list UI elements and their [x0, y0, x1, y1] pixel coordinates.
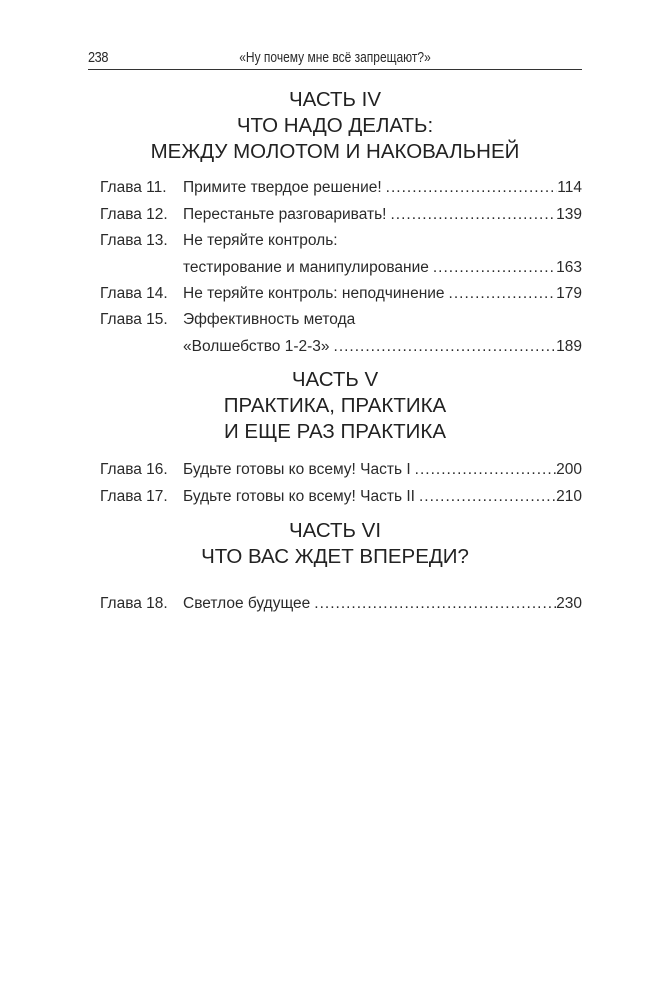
- page-ref: 200: [556, 461, 582, 478]
- part-heading-line: ЧАСТЬ IV: [288, 88, 382, 111]
- chapter-title: Не теряйте контроль: неподчинение: [183, 285, 445, 302]
- chapter-label: Глава 12.: [100, 206, 168, 223]
- toc-entry-chapter-18[interactable]: [100, 591, 582, 618]
- chapter-label: Глава 15.: [100, 311, 168, 328]
- part-heading-line: МЕЖДУ МОЛОТОМ И НАКОВАЛЬНЕЙ: [150, 140, 520, 163]
- dot-leader: [310, 591, 556, 618]
- dot-leader: [415, 484, 556, 511]
- chapter-label: Глава 18.: [100, 595, 168, 612]
- page-ref: 114: [557, 179, 582, 196]
- chapter-title: Примите твердое решение!: [183, 179, 382, 196]
- chapter-title: Не теряйте контроль:: [183, 232, 338, 249]
- page-ref: 210: [556, 488, 582, 505]
- part-heading-line: ЧАСТЬ V: [291, 368, 379, 391]
- chapter-title: Эффективность метода: [183, 311, 356, 328]
- chapter-title: Будьте готовы ко всему! Часть II: [183, 488, 415, 505]
- toc-entry-chapter-15[interactable]: [100, 307, 582, 360]
- part-heading-line: ПРАКТИКА, ПРАКТИКА: [223, 394, 447, 417]
- chapter-title: Светлое будущее: [183, 595, 311, 612]
- page-ref: 139: [556, 206, 582, 223]
- page-ref: 230: [556, 595, 582, 612]
- page-ref: 189: [556, 337, 582, 355]
- toc-entry-chapter-12[interactable]: [100, 202, 582, 229]
- dot-leader: [411, 457, 556, 484]
- part-heading-line: ЧАСТЬ VI: [288, 519, 382, 542]
- part-heading-line: ЧТО НАДО ДЕЛАТЬ:: [236, 114, 434, 137]
- toc-entry-chapter-16[interactable]: [100, 457, 582, 484]
- running-header: [88, 49, 582, 70]
- part-6-heading: [88, 518, 582, 570]
- page-ref: 179: [556, 285, 582, 302]
- chapter-label: Глава 13.: [100, 232, 168, 249]
- chapter-title-cont: тестирование и манипулирование: [183, 258, 429, 276]
- toc-entry-chapter-14[interactable]: [100, 281, 582, 308]
- page-ref: 163: [556, 258, 582, 276]
- dot-leader: [330, 334, 557, 361]
- dot-leader: [382, 175, 558, 202]
- chapter-label: Глава 14.: [100, 285, 168, 302]
- chapter-label: Глава 11.: [100, 179, 167, 196]
- book-title: «Ну почему мне всё запрещают?»: [239, 49, 431, 66]
- page-number: 238: [88, 49, 109, 66]
- toc-entry-chapter-11[interactable]: [100, 175, 582, 202]
- chapter-title: Будьте готовы ко всему! Часть I: [183, 461, 411, 478]
- part-heading-line: И ЕЩЕ РАЗ ПРАКТИКА: [223, 420, 447, 443]
- dot-leader: [386, 202, 556, 229]
- dot-leader: [445, 281, 557, 308]
- chapter-title: Перестаньте разговаривать!: [183, 206, 387, 223]
- part-4-heading: [88, 87, 582, 165]
- chapter-label: Глава 17.: [100, 488, 168, 505]
- chapter-label: Глава 16.: [100, 461, 168, 478]
- part-heading-line: ЧТО ВАС ЖДЕТ ВПЕРЕДИ?: [201, 545, 469, 568]
- chapter-title-cont: «Волшебство 1-2-3»: [183, 337, 330, 355]
- part-5-heading: [88, 367, 582, 445]
- toc-entry-chapter-17[interactable]: [100, 484, 582, 511]
- toc-entry-chapter-13[interactable]: [100, 228, 582, 281]
- dot-leader: [429, 255, 556, 282]
